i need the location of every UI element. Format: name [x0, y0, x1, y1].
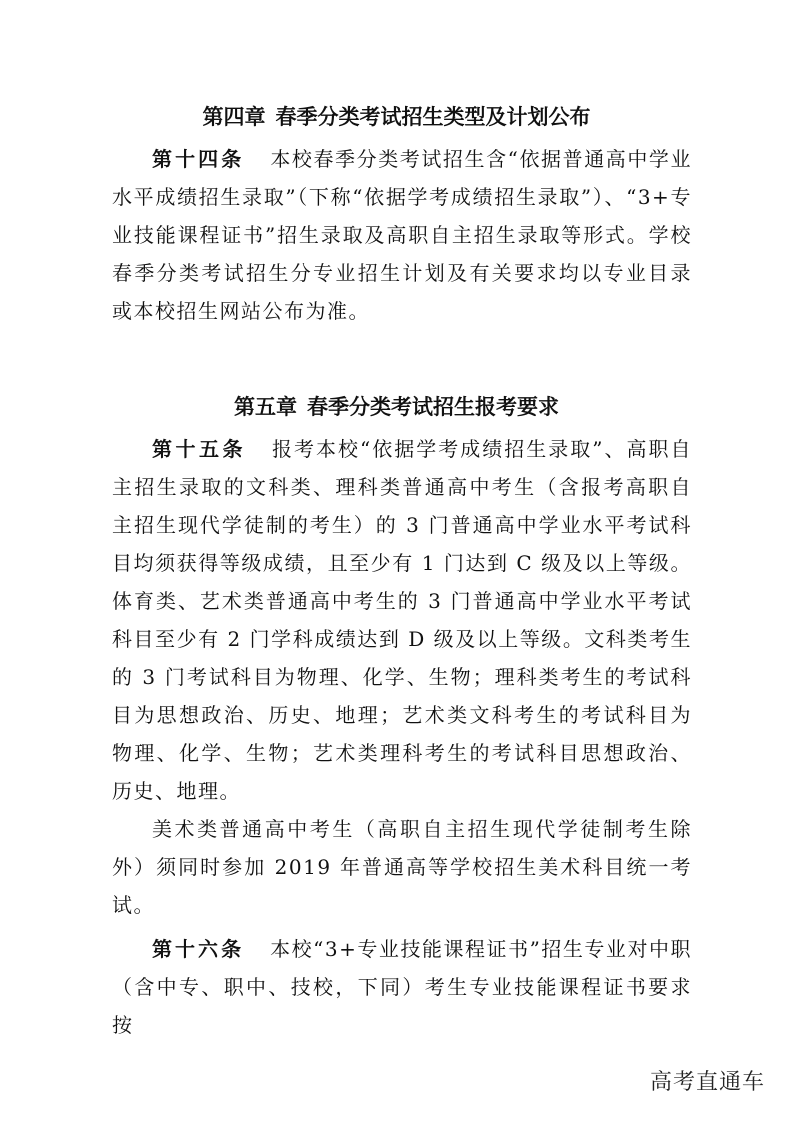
article-16-label: 第十六条	[152, 937, 245, 961]
chapter-5-number: 第五章	[234, 395, 297, 419]
chapter-4-heading	[0, 102, 793, 132]
chapter-4-number: 第四章	[202, 105, 266, 129]
chapter-4-subtitle: 春季分类考试招生类型及计划公布	[275, 105, 591, 129]
watermark-text: 高考直通车	[649, 1070, 765, 1095]
article-15-text: 报考本校“依据学考成绩招生录取”、高职自主招生录取的文科类、理科类普通高中考生（含报考高职自主招生现代学徒制的考生）的 3 门普通高中学业水平考试科目均须获得等级成绩，且至少有 1 门达到 C 级及以上等级。体育类、艺术类普通高中考生的 3 门普通高中学业水平考试科目至少有 2 门学科成绩达到 D 级及以上等级。文科类考生的 3 门考试科目为物理、化学、生物；理科类考生的考试科目为思想政治、历史、地理；艺术类文科考生的考试科目为物理、化学、生物；艺术类理科考生的考试科目思想政治、历史、地理。	[112, 437, 693, 803]
article-15-paragraph	[112, 430, 692, 810]
article-16-text: 本校“3+专业技能课程证书”招生专业对中职（含中专、职中、技校，下同）考生专业技能课程证书要求按	[112, 937, 693, 1037]
article-15-paragraph-2	[112, 810, 692, 924]
article-15-label: 第十五条	[152, 437, 247, 461]
chapter-5-heading	[0, 392, 793, 422]
article-14-label: 第十四条	[152, 147, 245, 171]
article-14-paragraph	[112, 140, 692, 330]
article-15-text-2: 美术类普通高中考生（高职自主招生现代学徒制考生除外）须同时参加 2019 年普通高等学校招生美术科目统一考试。	[112, 817, 692, 917]
chapter-5-subtitle: 春季分类考试招生报考要求	[307, 395, 559, 419]
article-16-paragraph	[112, 930, 692, 1044]
article-14-text: 本校春季分类考试招生含“依据普通高中学业水平成绩招生录取”（下称“依据学考成绩招生录取”）、“3+专业技能课程证书”招生录取及高职自主招生录取等形式。学校春季分类考试招生分专业招生计划及有关要求均以专业目录或本校招生网站公布为准。	[112, 147, 692, 323]
